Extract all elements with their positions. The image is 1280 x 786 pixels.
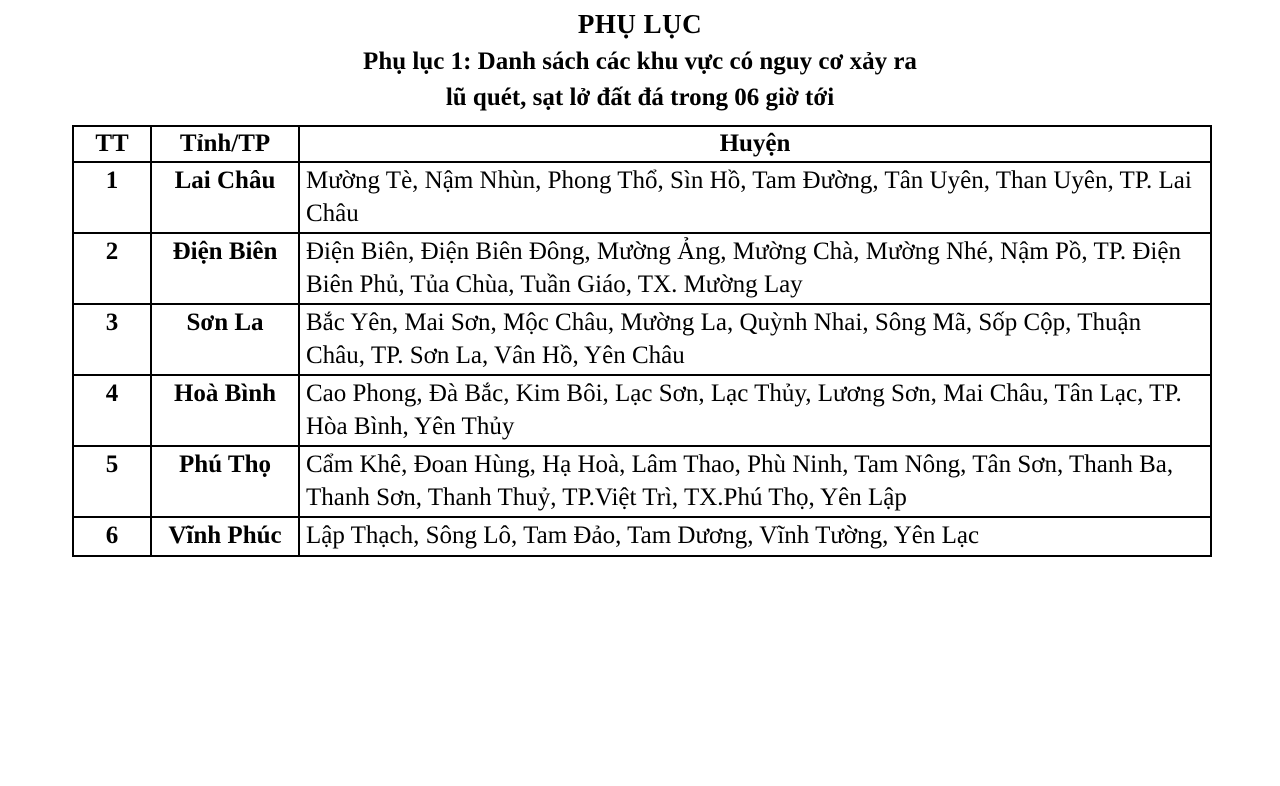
table-body	[73, 162, 1211, 556]
appendix-table	[72, 125, 1212, 557]
cell-province: Điện Biên	[151, 233, 299, 304]
page-subtitle	[190, 44, 1090, 115]
cell-districts: Lập Thạch, Sông Lô, Tam Đảo, Tam Dương, Vĩnh Tường, Yên Lạc	[299, 517, 1211, 556]
table-row	[73, 517, 1211, 556]
cell-districts: Cẩm Khê, Đoan Hùng, Hạ Hoà, Lâm Thao, Phù Ninh, Tam Nông, Tân Sơn, Thanh Ba, Thanh Sơn, Thanh Thuỷ, TP.Việt Trì, TX.Phú Thọ, Yên Lập	[299, 446, 1211, 517]
table-row	[73, 304, 1211, 375]
cell-tt: 4	[73, 375, 151, 446]
cell-tt: 5	[73, 446, 151, 517]
table-row	[73, 446, 1211, 517]
cell-districts: Mường Tè, Nậm Nhùn, Phong Thổ, Sìn Hồ, Tam Đường, Tân Uyên, Than Uyên, TP. Lai Châu	[299, 162, 1211, 233]
table-header	[73, 126, 1211, 162]
cell-province: Sơn La	[151, 304, 299, 375]
cell-districts: Điện Biên, Điện Biên Đông, Mường Ảng, Mường Chà, Mường Nhé, Nậm Pồ, TP. Điện Biên Phủ, Tủa Chùa, Tuần Giáo, TX. Mường Lay	[299, 233, 1211, 304]
cell-tt: 2	[73, 233, 151, 304]
cell-tt: 3	[73, 304, 151, 375]
cell-districts: Cao Phong, Đà Bắc, Kim Bôi, Lạc Sơn, Lạc Thủy, Lương Sơn, Mai Châu, Tân Lạc, TP. Hòa Bình, Yên Thủy	[299, 375, 1211, 446]
page-title: PHỤ LỤC	[577, 9, 703, 39]
cell-tt: 1	[73, 162, 151, 233]
cell-province: Vĩnh Phúc	[151, 517, 299, 556]
subtitle-line-2: lũ quét, sạt lở đất đá trong 06 giờ tới	[445, 83, 835, 111]
cell-province: Phú Thọ	[151, 446, 299, 517]
table-row	[73, 233, 1211, 304]
cell-districts: Bắc Yên, Mai Sơn, Mộc Châu, Mường La, Quỳnh Nhai, Sông Mã, Sốp Cộp, Thuận Châu, TP. Sơn La, Vân Hồ, Yên Châu	[299, 304, 1211, 375]
subtitle-line-1: Phụ lục 1: Danh sách các khu vực có nguy cơ xảy ra	[363, 48, 917, 76]
cell-province: Hoà Bình	[151, 375, 299, 446]
table-header-row	[73, 126, 1211, 162]
table-row	[73, 375, 1211, 446]
column-header-district: Huyện	[299, 126, 1211, 162]
column-header-province: Tỉnh/TP	[151, 126, 299, 162]
table-row	[73, 162, 1211, 233]
appendix-table-container	[0, 125, 1280, 557]
column-header-tt: TT	[73, 126, 151, 162]
cell-province: Lai Châu	[151, 162, 299, 233]
cell-tt: 6	[73, 517, 151, 556]
